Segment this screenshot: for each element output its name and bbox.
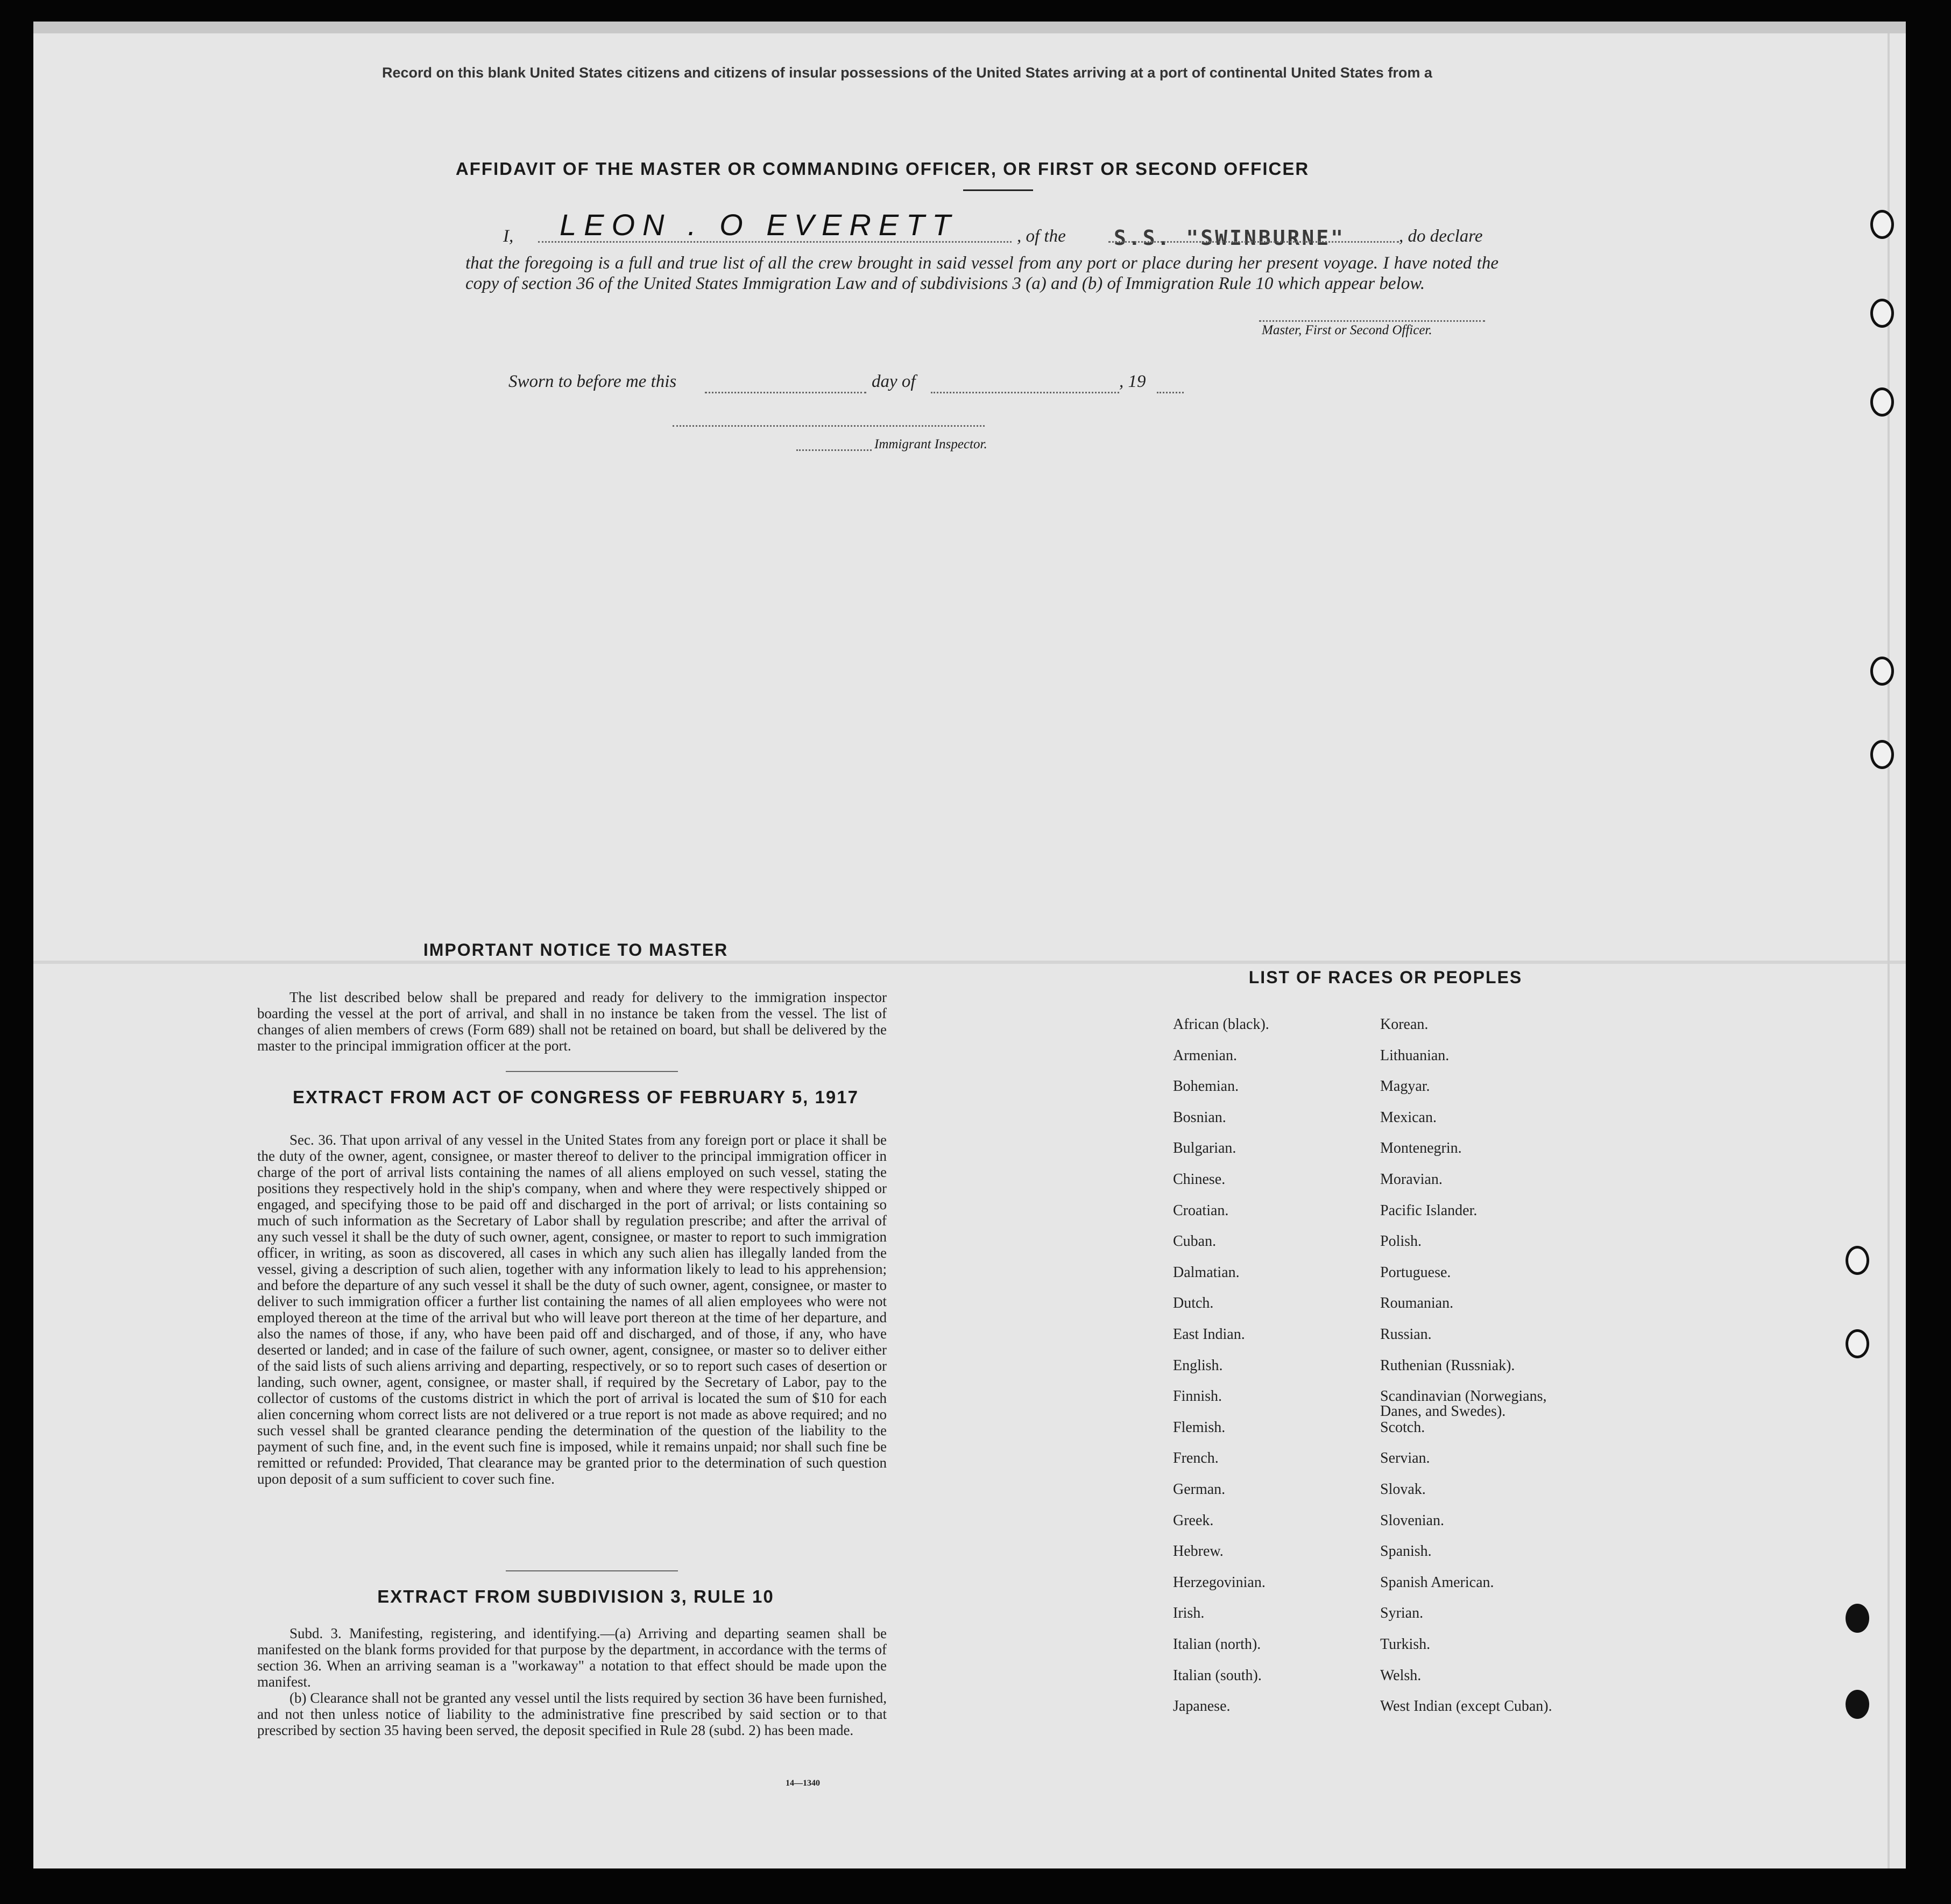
race-item: Moravian. bbox=[1380, 1171, 1443, 1188]
affidavit-statement: that the foregoing is a full and true list of all the crew brought in said vessel from any port or place during her present voyage. I have noted the copy of section 36 of the United States Immigration Law and of subdivisions 3 (a) and (b) of Immigration Rule 10 which appear below. bbox=[465, 253, 1498, 293]
binder-hole bbox=[1846, 1604, 1869, 1633]
race-item: English. bbox=[1173, 1357, 1223, 1374]
race-item: Herzegovinian. bbox=[1173, 1574, 1266, 1591]
race-item: Ruthenian (Russniak). bbox=[1380, 1357, 1515, 1374]
rule-extract-text bbox=[257, 1625, 887, 1738]
signature-line bbox=[1259, 320, 1485, 322]
race-item: Bosnian. bbox=[1173, 1109, 1226, 1126]
binder-hole bbox=[1846, 1246, 1869, 1275]
race-item: Syrian. bbox=[1380, 1605, 1424, 1621]
race-item: Dalmatian. bbox=[1173, 1264, 1240, 1281]
race-item: West Indian (except Cuban). bbox=[1380, 1698, 1552, 1715]
act-extract-title: EXTRACT FROM ACT OF CONGRESS OF FEBRUARY 5, 1917 bbox=[293, 1087, 859, 1107]
race-item: Greek. bbox=[1173, 1512, 1214, 1529]
race-item: Korean. bbox=[1380, 1016, 1429, 1033]
race-item: Japanese. bbox=[1173, 1698, 1231, 1715]
inspector-prefix-line bbox=[796, 449, 872, 451]
race-item: Chinese. bbox=[1173, 1171, 1226, 1188]
binder-hole bbox=[1870, 387, 1894, 417]
day-of-label: day of bbox=[872, 372, 916, 391]
race-item: Italian (south). bbox=[1173, 1667, 1262, 1684]
notice-paragraph: The list described below shall be prepared and ready for delivery to the immigration inspector boarding the vessel at the port of arrival, and shall in no instance be taken from the vessel. The list of changes of alien members of crews (Form 689) shall not be retained on board, but shall be delivered by the master to the principal immigration officer at the port. bbox=[257, 989, 887, 1054]
race-item: Flemish. bbox=[1173, 1419, 1226, 1436]
vessel-name-stamp: S.S. "SWINBURNE" bbox=[1114, 226, 1346, 250]
form-number: 14—1340 bbox=[786, 1779, 820, 1788]
race-item: Italian (north). bbox=[1173, 1636, 1261, 1653]
race-item: Polish. bbox=[1380, 1233, 1422, 1250]
fold-line-horizontal bbox=[33, 961, 1906, 964]
name-line bbox=[538, 241, 1012, 243]
race-item: Portuguese. bbox=[1380, 1264, 1451, 1281]
binder-hole bbox=[1870, 657, 1894, 686]
affidavit-i-label: I, bbox=[503, 227, 514, 246]
subdivision-b-paragraph: (b) Clearance shall not be granted any vessel until the lists required by section 36 have been furnished, and not then unless notice of liability to the administrative fine prescribed by said section or to that prescribed by section 35 having been served, the deposit specified in Rule 28 (subd. 2) has been made. bbox=[257, 1690, 887, 1738]
act-rule bbox=[506, 1570, 678, 1571]
binder-hole bbox=[1870, 299, 1894, 328]
race-item: Armenian. bbox=[1173, 1047, 1237, 1064]
race-item: Montenegrin. bbox=[1380, 1140, 1462, 1156]
signature-caption: Master, First or Second Officer. bbox=[1262, 323, 1432, 337]
race-item: Magyar. bbox=[1380, 1078, 1430, 1095]
race-item: Spanish American. bbox=[1380, 1574, 1494, 1591]
top-header-text: Record on this blank United States citizens and citizens of insular possessions of the United States arriving at a port of continental United States from a bbox=[382, 65, 1432, 81]
notice-rule bbox=[506, 1071, 678, 1072]
race-item: Bohemian. bbox=[1173, 1078, 1239, 1095]
race-item: Slovak. bbox=[1380, 1481, 1426, 1498]
year-label: , 19 bbox=[1119, 372, 1146, 391]
subdivision-a-paragraph: Subd. 3. Manifesting, registering, and identifying.—(a) Arriving and departing seamen shall be manifested on the blank forms provided for that purpose by the department, in accordance with the terms of section 36. When an arriving seaman is a "workaway" a notation to that effect should be made upon the manifest. bbox=[257, 1625, 887, 1690]
race-item: Scandinavian (Norwegians, Danes, and Swedes). bbox=[1380, 1388, 1547, 1420]
race-item: Lithuanian. bbox=[1380, 1047, 1450, 1064]
sworn-day-line bbox=[705, 392, 866, 393]
section-36-paragraph: Sec. 36. That upon arrival of any vessel in the United States from any foreign port or place it shall be the duty of the owner, agent, consignee, or master thereof to deliver to the principal immigration officer in charge of the port of arrival lists containing the names of all aliens employed on such vessel, stating the positions they respectively hold in the ship's company, when and where they were respectively shipped or engaged, and specifying those to be paid off and discharged in the port of arrival; or lists containing so much of such information as the Secretary of Labor shall by regulation prescribe; and after the arrival of any such vessel it shall be the duty of such owner, agent, consignee, or master to report to such immigration officer, in writing, as soon as discovered, all cases in which any such alien has illegally landed from the vessel, giving a description of such alien, together with any information likely to lead to his apprehension; and before the departure of any such vessel it shall be the duty of such owner, agent, consignee, or master to deliver to such immigration officer a further list containing the names of all alien employees who were not employed thereon at the time of the arrival but who will leave port thereon at the time of her departure, and also the names of those, if any, who have been paid off and discharged, and of those, if any, who have deserted or landed; and in case of the failure of such owner, agent, consignee, or master so to deliver either of the said lists of such aliens arriving and departing, respectively, or so to report such cases of desertion or landing, such owner, agent, consignee, or master shall, if required by the Secretary of Labor, pay to the collector of customs of the customs district in which the port of arrival is located the sum of $10 for each alien concerning whom correct lists are not delivered or a true report is not made as above required; and no such vessel shall be granted clearance pending the determination of the question of the liability to the payment of such fine, and, in the event such fine is imposed, while it remains unpaid; nor shall such fine be remitted or refunded: Provided, That clearance may be granted prior to the determination of such question upon deposit of a sum sufficient to cover such fine. bbox=[257, 1132, 887, 1487]
race-item: Finnish. bbox=[1173, 1388, 1222, 1405]
binder-hole bbox=[1846, 1690, 1869, 1719]
race-item: Roumanian. bbox=[1380, 1295, 1454, 1311]
race-item: Turkish. bbox=[1380, 1636, 1431, 1653]
title-rule bbox=[963, 189, 1033, 191]
binder-hole bbox=[1870, 210, 1894, 239]
race-item: Croatian. bbox=[1173, 1202, 1229, 1219]
sworn-year-line bbox=[1157, 392, 1184, 393]
notice-title: IMPORTANT NOTICE TO MASTER bbox=[423, 940, 729, 960]
race-item: Scotch. bbox=[1380, 1419, 1425, 1436]
race-item: Hebrew. bbox=[1173, 1543, 1224, 1560]
inspector-signature-line bbox=[673, 425, 985, 427]
sworn-label: Sworn to before me this bbox=[508, 372, 677, 391]
notice-text bbox=[257, 989, 887, 1054]
race-item: Dutch. bbox=[1173, 1295, 1214, 1311]
race-item: Welsh. bbox=[1380, 1667, 1422, 1684]
race-item: Pacific Islander. bbox=[1380, 1202, 1478, 1219]
inspector-caption: Immigrant Inspector. bbox=[874, 437, 987, 452]
race-item: Irish. bbox=[1173, 1605, 1205, 1621]
races-title: LIST OF RACES OR PEOPLES bbox=[1248, 968, 1523, 987]
affidavit-do-declare: , do declare bbox=[1399, 227, 1483, 246]
race-item: African (black). bbox=[1173, 1016, 1269, 1033]
binder-hole bbox=[1870, 740, 1894, 769]
race-item: Russian. bbox=[1380, 1326, 1432, 1343]
binder-hole bbox=[1846, 1329, 1869, 1358]
race-item: French. bbox=[1173, 1450, 1219, 1466]
race-item: East Indian. bbox=[1173, 1326, 1245, 1343]
race-item: Cuban. bbox=[1173, 1233, 1217, 1250]
race-item: Spanish. bbox=[1380, 1543, 1432, 1560]
rule-extract-title: EXTRACT FROM SUBDIVISION 3, RULE 10 bbox=[377, 1586, 774, 1606]
race-item: Bulgarian. bbox=[1173, 1140, 1236, 1156]
vessel-line bbox=[1108, 241, 1399, 243]
race-item: Servian. bbox=[1380, 1450, 1430, 1466]
race-item: Mexican. bbox=[1380, 1109, 1437, 1126]
affidavit-title: AFFIDAVIT OF THE MASTER OR COMMANDING OFFICER, OR FIRST OR SECOND OFFICER bbox=[455, 159, 1310, 179]
race-item: Slovenian. bbox=[1380, 1512, 1444, 1529]
affidavit-of-the: , of the bbox=[1017, 227, 1066, 246]
race-item: German. bbox=[1173, 1481, 1226, 1498]
sworn-month-line bbox=[931, 392, 1119, 393]
act-extract-text bbox=[257, 1132, 887, 1487]
master-name-handwritten: LEON . O EVERETT bbox=[560, 208, 958, 242]
